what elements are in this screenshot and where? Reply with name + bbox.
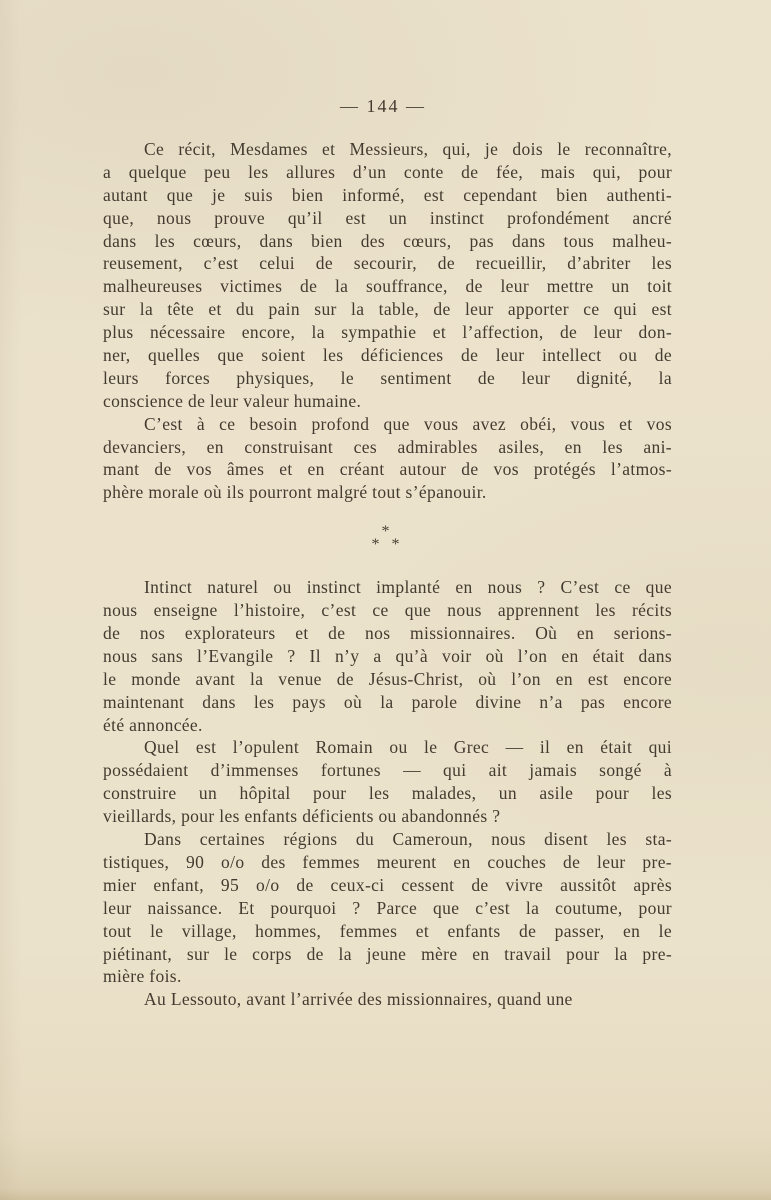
text-line: construire un hôpital pour les malades, un asile pour les (103, 783, 672, 804)
text-line: sur la tête et du pain sur la table, de leur apporter ce qui est (103, 299, 672, 320)
text-line: autant que je suis bien informé, est cependant bien authenti- (103, 184, 672, 205)
text-line: Quel est l’opulent Romain ou le Grec — il en était qui (144, 737, 672, 758)
text-line: phère morale où ils pourront malgré tout s’épanouir. (103, 482, 487, 503)
text-line: vieillards, pour les enfants déficients ou abandonnés ? (103, 806, 501, 827)
text-line: maintenant dans les pays où la parole divine n’a pas encore (103, 691, 672, 712)
text-line: le monde avant la venue de Jésus-Christ, où l’on en est encore (103, 668, 672, 689)
text-line: nous sans l’Evangile ? Il n’y a qu’à voir où l’on en était dans (103, 645, 672, 666)
text-line: leur naissance. Et pourquoi ? Parce que c’est la coutume, pour (103, 897, 672, 918)
text-line: mière fois. (103, 966, 182, 987)
text-line: tistiques, 90 o/o des femmes meurent en couches de leur pre- (103, 851, 672, 872)
text-line: conscience de leur valeur humaine. (103, 390, 362, 411)
text-line: de nos explorateurs et de nos missionnaires. Où en serions- (103, 623, 672, 644)
text-line: que, nous prouve qu’il est un instinct profondément ancré (103, 207, 672, 228)
page-number: — 144 — (340, 96, 426, 116)
text-block (103, 138, 672, 1011)
asterism-line: * (381, 523, 394, 541)
asterism-line: * * (371, 536, 404, 554)
text-line: C’est à ce besoin profond que vous avez obéi, vous et vos (144, 413, 672, 434)
text-line: été annoncée. (103, 714, 203, 735)
text-line: dans les cœurs, dans bien des cœurs, pas dans tous malheu- (103, 230, 672, 251)
text-line: tout le village, hommes, femmes et enfants de passer, en le (103, 920, 672, 941)
text-line: Ce récit, Mesdames et Messieurs, qui, je dois le reconnaître, (144, 139, 672, 159)
text-line: mier enfant, 95 o/o de ceux-ci cessent de vivre aussitôt après (103, 874, 672, 895)
text-line: devanciers, en construisant ces admirables asiles, en les ani- (103, 436, 672, 457)
text-line: Dans certaines régions du Cameroun, nous disent les sta- (144, 829, 672, 850)
text-line: a quelque peu les allures d’un conte de fée, mais qui, pour (103, 161, 672, 182)
text-line: leurs forces physiques, le sentiment de leur dignité, la (103, 367, 672, 388)
asterism-separator (103, 523, 672, 554)
text-line: ner, quelles que soient les déficiences de leur intellect ou de (103, 345, 672, 366)
text-line: possédaient d’immenses fortunes — qui ait jamais songé à (103, 760, 672, 781)
text-line: malheureuses victimes de la souffrance, de leur mettre un toit (103, 276, 672, 297)
text-line: reusement, c’est celui de secourir, de recueillir, d’abriter les (103, 253, 672, 274)
text-line: Intinct naturel ou instinct implanté en nous ? C’est ce que (144, 577, 672, 598)
text-line: nous enseigne l’histoire, c’est ce que nous apprennent les récits (103, 600, 672, 621)
text-line: Au Lessouto, avant l’arrivée des missionnaires, quand une (144, 989, 573, 1010)
text-line: piétinant, sur le corps de la jeune mère en travail pour la pre- (103, 943, 672, 964)
text-line: plus nécessaire encore, la sympathie et l’affection, de leur don- (103, 322, 672, 343)
text-line: mant de vos âmes et en créant autour de vos protégés l’atmos- (103, 459, 672, 480)
